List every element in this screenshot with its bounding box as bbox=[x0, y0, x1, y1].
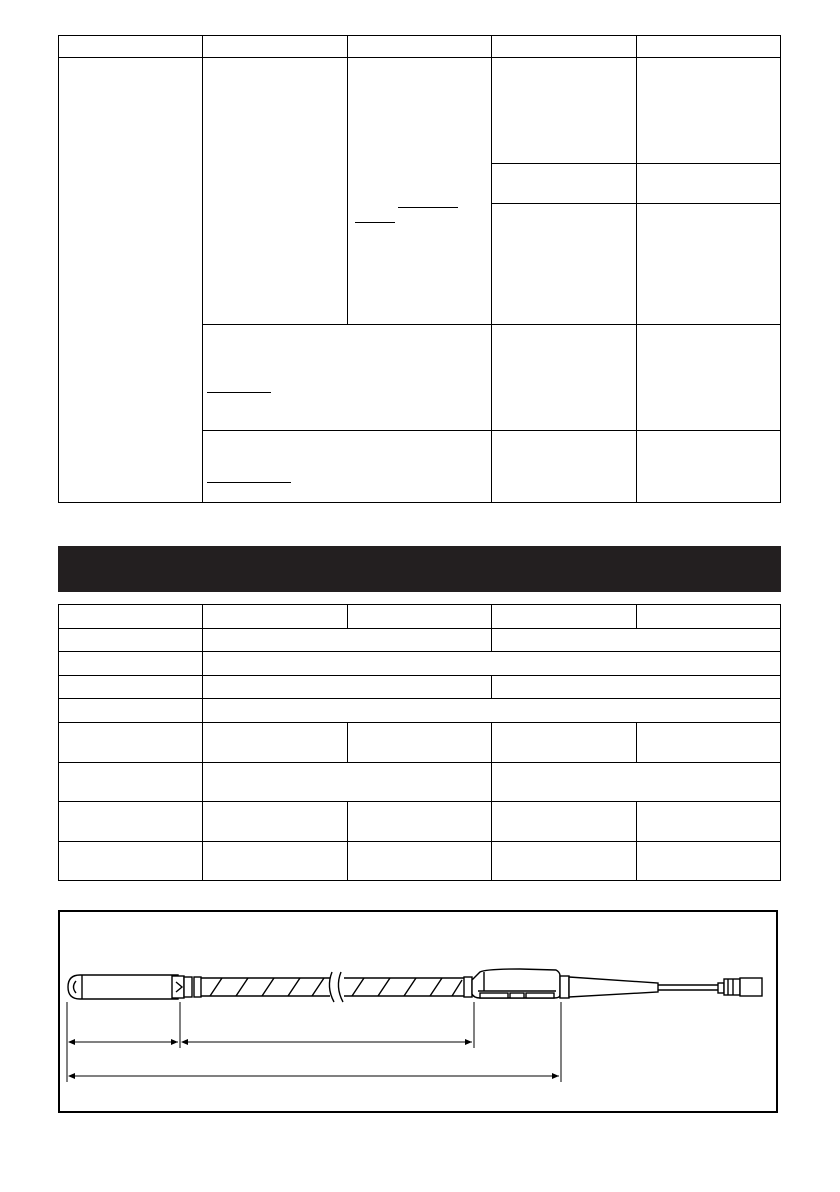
strain-relief bbox=[560, 976, 718, 998]
output-connector bbox=[718, 978, 762, 996]
collar bbox=[184, 977, 192, 997]
probe-tip bbox=[68, 975, 184, 999]
connector-box bbox=[464, 969, 560, 998]
cable bbox=[201, 972, 464, 1002]
collar bbox=[194, 977, 201, 997]
